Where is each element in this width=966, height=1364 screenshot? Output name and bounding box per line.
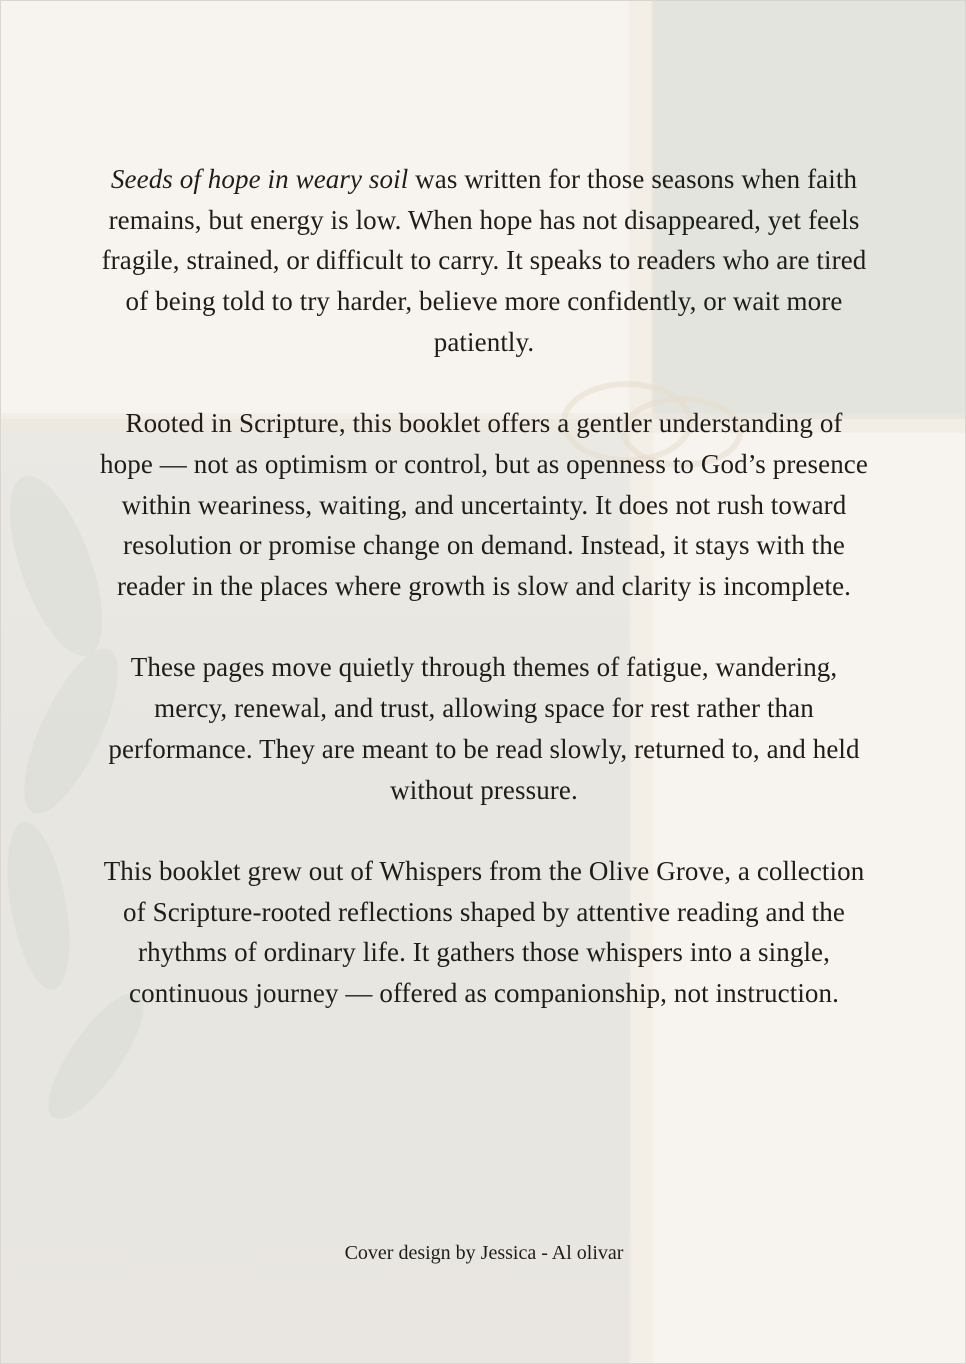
description-text — [96, 159, 872, 1054]
paragraph-4: This booklet grew out of Whispers from the Olive Grove, a collection of Scripture-rooted reflections shaped by attentive reading and the rhythms of ordinary life. It gathers those whispers into a single, continuous journey — offered as companionship, not instruction. — [103, 855, 865, 1009]
paragraph-2: Rooted in Scripture, this booklet offers a gentler understanding of hope — not as optimism or control, but as openness to God’s presence within weariness, waiting, and uncertainty. It does not rush toward resolution or promise change on demand. Instead, it stays with the reader in the places where growth is slow and clarity is incomplete. — [100, 408, 868, 602]
paragraph-1-text: was written for those seasons when faith remains, but energy is low. When hope has not disappeared, yet feels fragile, strained, or difficult to carry. It speaks to readers who are tired of being told to try harder, believe more confidently, or wait more patiently. — [101, 164, 867, 357]
paragraph-1 — [96, 159, 872, 363]
paragraph-3: These pages move quietly through themes of fatigue, wandering, mercy, renewal, and trust, allowing space for rest rather than performance. They are meant to be read slowly, returned to, and held without pressure. — [108, 652, 860, 805]
cover-credit: Cover design by Jessica - Al olivar — [344, 1242, 624, 1264]
booklet-title: Seeds of hope in weary soil — [110, 164, 409, 194]
